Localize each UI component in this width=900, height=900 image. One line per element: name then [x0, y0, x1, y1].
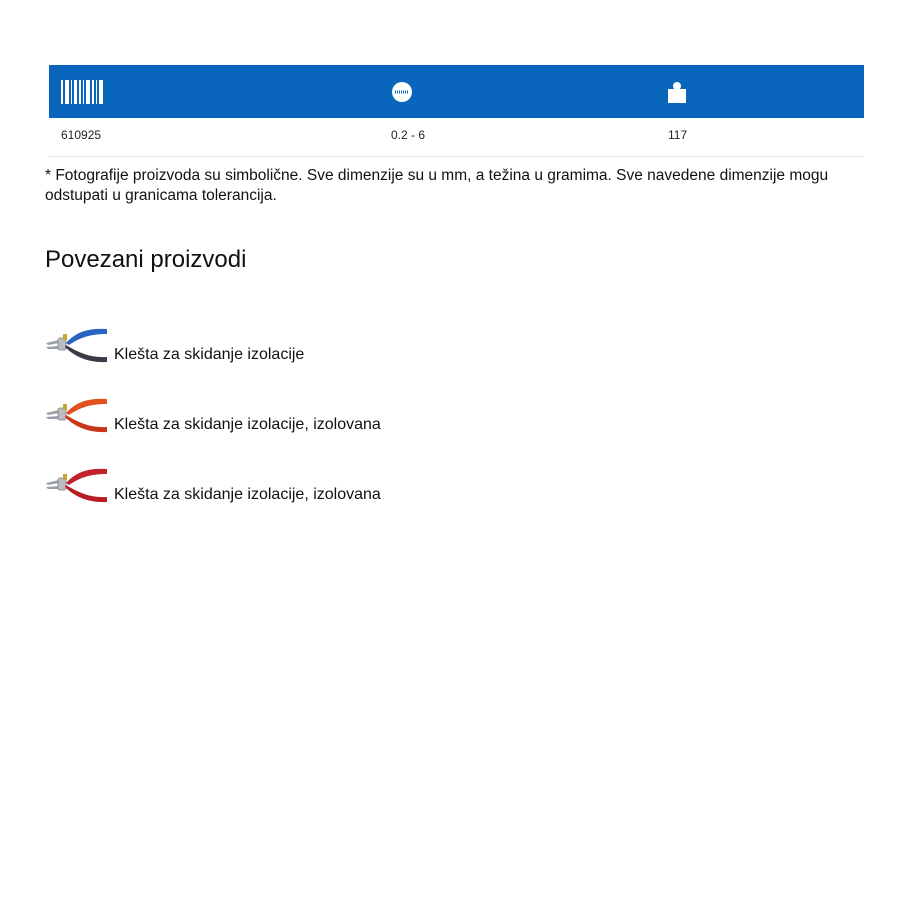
wire-stripper-blue-icon[interactable] [45, 325, 109, 365]
wire-gauge-icon [391, 65, 413, 118]
weight-value: 117 [668, 128, 688, 142]
spec-table-header [49, 65, 864, 118]
article-number: 610925 [61, 128, 102, 142]
wire-stripper-red-icon[interactable] [45, 465, 109, 505]
related-products-list [45, 325, 545, 535]
list-item[interactable] [45, 325, 545, 395]
wire-stripper-orange-icon[interactable] [45, 395, 109, 435]
spec-table [49, 65, 864, 157]
related-item-label[interactable]: Klešta za skidanje izolacije [114, 346, 305, 363]
weight-icon [668, 65, 686, 118]
related-products-title: Povezani proizvodi [45, 246, 247, 273]
list-item[interactable] [45, 395, 545, 465]
related-item-label[interactable]: Klešta za skidanje izolacije, izolovana [114, 486, 381, 503]
list-item[interactable] [45, 465, 545, 535]
disclaimer-note: * Fotografije proizvoda su simbolične. Sve dimenzije su u mm, a težina u gramima. Sve navedene dimenzije mogu odstupati u granicama tolerancija. [45, 167, 829, 204]
wire-range: 0.2 - 6 [391, 128, 426, 142]
table-row [49, 118, 864, 157]
barcode-icon [61, 65, 103, 118]
related-item-label[interactable]: Klešta za skidanje izolacije, izolovana [114, 416, 381, 433]
